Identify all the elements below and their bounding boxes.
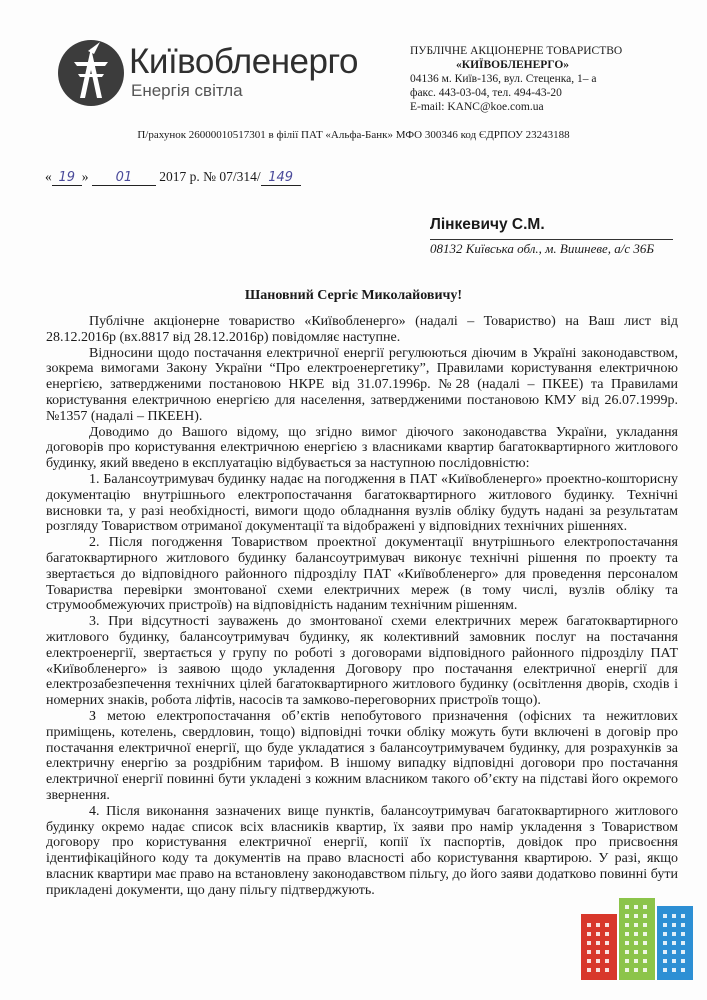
watermark-window (605, 923, 609, 927)
watermark-window (596, 968, 600, 972)
pylon-glyph (58, 40, 124, 106)
watermark-window (681, 950, 685, 954)
watermark-window (663, 968, 667, 972)
watermark-window (643, 914, 647, 918)
company-name: «КИЇВОБЛЕНЕРГО» (456, 59, 570, 71)
watermark-window (625, 905, 629, 909)
paragraph-legislation: Відносини щодо постачання електричної енергії регулюються діючим в Україні законодавством, зокрема вимогами Закону України “Про електроенергетику”, Правилами користування електричною енергією, затвердженими постановою НКРЕ від 31.07.1996р. №28 (надалі – ПКЕЕ) та Правилами користування електричною енергією для населення, затвердженими постановою КМУ від 26.07.1999р. №1357 (надалі – ПКЕЕН). (46, 345, 678, 424)
date-day: 19 (52, 171, 82, 186)
salutation: Шановний Сергіє Миколайовичу! (244, 288, 463, 303)
watermark-window (634, 941, 638, 945)
watermark-window (625, 923, 629, 927)
watermark-window (605, 932, 609, 936)
watermark-window (643, 941, 647, 945)
power-pylon-icon (58, 40, 124, 106)
paragraph-procedure: Доводимо до Вашого відому, що згідно вимог діючого законодавства України, укладання договорів про користування електричною енергією з власниками квартир багатоквартирного житлового будинку, який введено в експлуатацію відбувається за наступною послідовністю: (46, 424, 678, 472)
watermark-window (587, 968, 591, 972)
addressee-address: 08132 Київська обл., м. Вишневе, а/с 36Б (430, 241, 655, 256)
watermark-window (634, 959, 638, 963)
watermark-window (605, 941, 609, 945)
company-address: 04136 м. Київ-136, вул. Стеценка, 1– а (410, 73, 597, 85)
outgoing-date-number (45, 169, 301, 186)
watermark-window (625, 914, 629, 918)
paragraph-intro: Публічне акціонерне товариство «Київобленерго» (надалі – Товариство) на Ваш лист від 28.12.2016р (вх.8817 від 28.12.2016р) повідомляє наступне. (46, 314, 678, 345)
watermark-window (596, 923, 600, 927)
watermark-window (643, 932, 647, 936)
paragraph-non-residential: З метою електропостачання об’єктів непобутового призначення (офісних та нежитлових приміщень, котелень, свердловин, тощо) відповідні точки обліку можуть бути включені в договір про постачання електричної енергії, що буде укладатися з балансоутримувачем будинку, для розрахунків за електричну енергію за роздрібним тарифом. В іншому випадку відповідні договори про постачання електричної енергії повинні бути укладені з кожним власником такого об’єкту на підставі його окремого звернення. (46, 708, 678, 803)
paragraph-step-2: 2. Після погодження Товариством проектної документації внутрішнього електропостачання багатоквартирного житлового будинку балансоутримувач виконує технічні рішення по проекту та звертається до відповідного районного підрозділу ПАТ «Київобленерго» для проведення персоналом Товариства перевірки змонтованої схеми електричних мереж (в тому числі, вузлів обліку та струмообмежуючих пристроїв) на відповідність наданим технічним рішенням. (46, 535, 678, 614)
watermark-window (681, 914, 685, 918)
date-open-quote: « (45, 169, 52, 184)
watermark-window (681, 959, 685, 963)
date-month: 01 (92, 171, 156, 186)
watermark-window (681, 941, 685, 945)
date-year-prefix: 2017 р. № 07/314/ (159, 169, 261, 184)
watermark-window (596, 932, 600, 936)
watermark-window (672, 968, 676, 972)
watermark-window (625, 968, 629, 972)
watermark-window (587, 950, 591, 954)
date-close-quote: » (81, 169, 89, 184)
paragraph-step-4: 4. Після виконання зазначених вище пунктів, балансоутримувач багатоквартирного житлового будинку окремо надає список всіх власників квартир, їх заяви про намір укладення з Товариством договору про користування електричної енергії, копії їх паспортів, довідок про присвоєння ідентифікаційного коду та документів на право власності або користування квартирою. У разі, якщо власник квартири має право на встановлену законодавством пільгу, до його заяви додатково повинні бути прикладені документи, що дану пільгу підтверджують. (46, 803, 678, 898)
watermark-window (587, 959, 591, 963)
letter-body (46, 314, 678, 898)
paragraph-step-1: 1. Балансоутримувач будинку надає на погодження в ПАТ «Київобленерго» проектно-кошторисну документацію внутрішнього електропостачання багатоквартирного житлового будинку. Технічні висновки та, у разі необхідності, вимоги щодо обладнання вузлів обліку будуть надані за результатам розгляду Товариством отриманої документації та відображені у відповідних технічних рішеннях. (46, 471, 678, 535)
watermark-window (663, 932, 667, 936)
bank-details: П/рахунок 26000010517301 в філії ПАТ «Альфа-Банк» МФО 300346 код ЄДРПОУ 23243188 (137, 129, 570, 141)
watermark-window (643, 905, 647, 909)
watermark-window (634, 923, 638, 927)
watermark-window (587, 932, 591, 936)
watermark-window (634, 914, 638, 918)
watermark-window (625, 959, 629, 963)
watermark-window (643, 968, 647, 972)
paragraph-step-3: 3. При відсутності зауважень до змонтованої схеми електричних мереж багатоквартирного житлового будинку, балансоутримувач будинку, як колективний замовник послуг на постачання електроенергії, звертається у групу по роботі з договорами відповідного районного підрозділу ПАТ «Київобленерго» із заявою щодо укладення Договору про постачання електричної енергії для електрозабезпечення технічних цілей багатоквартирного житлового будинку (освітлення дворів, сходів і номерних знаків, робота ліфтів, насосів та замково-переговорних пристроїв тощо). (46, 614, 678, 709)
watermark-window (587, 941, 591, 945)
watermark-window (643, 959, 647, 963)
company-type: ПУБЛІЧНЕ АКЦІОНЕРНЕ ТОВАРИСТВО (410, 45, 623, 57)
watermark-window (672, 950, 676, 954)
watermark-window (663, 941, 667, 945)
watermark-window (625, 932, 629, 936)
watermark-window (681, 923, 685, 927)
watermark-window (634, 968, 638, 972)
watermark-window (625, 950, 629, 954)
watermark-window (672, 941, 676, 945)
company-phone: факс. 443-03-04, тел. 494-43-20 (410, 87, 562, 99)
watermark-window (634, 905, 638, 909)
watermark-window (663, 959, 667, 963)
company-email: E-mail: KANC@koe.com.ua (410, 101, 544, 113)
watermark-window (663, 923, 667, 927)
watermark-window (663, 914, 667, 918)
watermark-window (605, 959, 609, 963)
brand-tagline: Енергія світла (131, 81, 243, 100)
watermark-window (672, 959, 676, 963)
building-stripes-icon (581, 898, 695, 980)
watermark-window (643, 950, 647, 954)
watermark-window (663, 950, 667, 954)
addressee-divider (430, 239, 673, 240)
watermark-window (605, 950, 609, 954)
watermark-window (596, 959, 600, 963)
watermark-window (681, 968, 685, 972)
watermark-window (672, 923, 676, 927)
watermark-window (634, 932, 638, 936)
addressee-name: Лінкевичу С.М. (430, 216, 545, 233)
company-details (410, 44, 622, 114)
watermark-window (672, 932, 676, 936)
watermark-window (672, 914, 676, 918)
watermark-window (625, 941, 629, 945)
watermark-window (681, 932, 685, 936)
watermark-window (596, 950, 600, 954)
brand-name: Київобленерго (129, 42, 358, 81)
document-number: 149 (261, 171, 301, 186)
watermark-window (643, 923, 647, 927)
watermark-window (605, 968, 609, 972)
watermark-window (634, 950, 638, 954)
watermark-window (587, 923, 591, 927)
watermark-window (596, 941, 600, 945)
